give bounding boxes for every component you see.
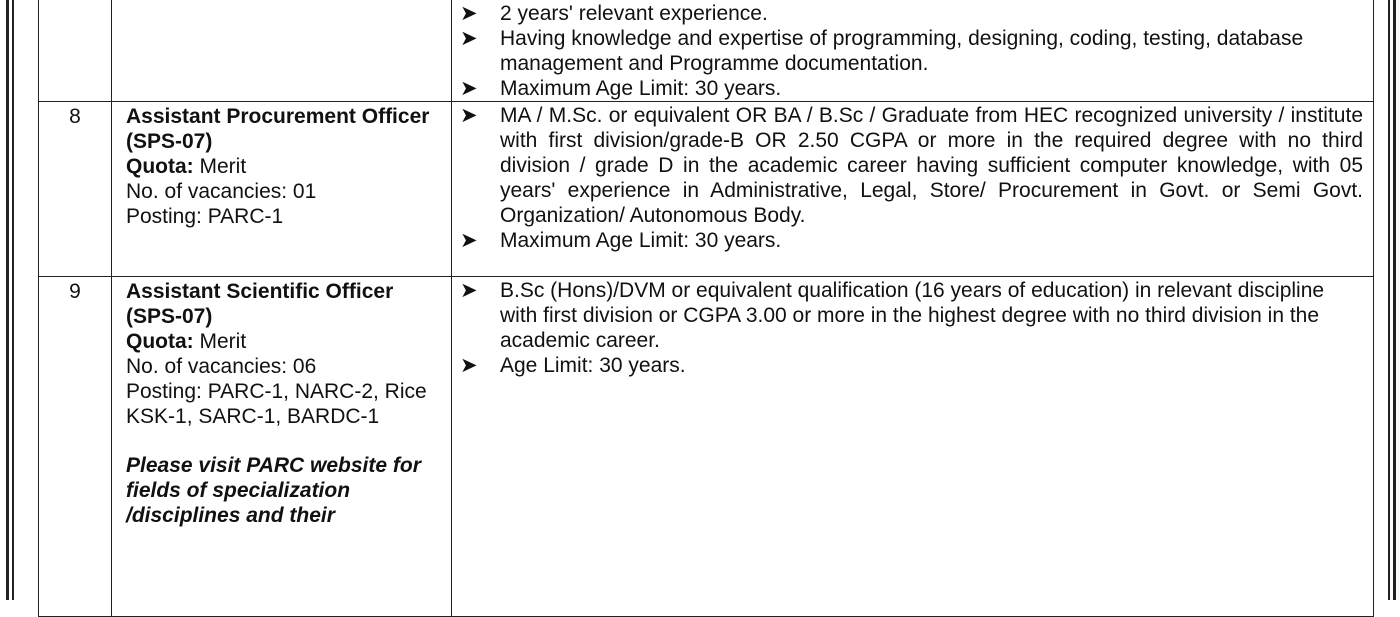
vacancies-table — [38, 0, 1374, 617]
arrowhead-bullet-icon: ➤ — [460, 354, 478, 377]
post-title: Assistant Scientific Officer (SPS-07) — [126, 280, 394, 328]
arrowhead-bullet-icon: ➤ — [460, 27, 478, 50]
vacancies: No. of vacancies: 01 — [126, 180, 317, 203]
quota-line — [126, 329, 433, 354]
list-item: ➤ Maximum Age Limit: 30 years. — [460, 77, 782, 100]
post-title: Assistant Procurement Officer (SPS-07) — [126, 105, 430, 153]
post-cell — [112, 0, 452, 102]
list-item: ➤ MA / M.Sc. or equivalent OR BA / B.Sc / Graduate from HEC recognized university / institute with first division/grade-B OR 2.50 CGPA or more in the required degree with no third division / grade D in the academic career having sufficient computer knowledge, with 05 years' experience in Administrative, Legal, Store/ Procurement in Govt. or Semi Govt. Organization/ Autonomous Body. — [460, 104, 1363, 227]
serial-number: 9 — [69, 280, 81, 303]
list-item: ➤ Having knowledge and expertise of programming, designing, coding, testing, database management and Programme documentation. — [460, 27, 1304, 75]
list-item: ➤ 2 years' relevant experience. — [460, 2, 768, 25]
list-item: ➤ Age Limit: 30 years. — [460, 354, 686, 377]
arrowhead-bullet-icon: ➤ — [460, 77, 478, 100]
arrowhead-bullet-icon: ➤ — [460, 279, 478, 302]
arrowhead-bullet-icon: ➤ — [460, 2, 478, 25]
table-row — [39, 277, 1374, 617]
table-row — [39, 0, 1374, 102]
quota-label: Quota: — [126, 330, 194, 353]
requirements-cell — [452, 277, 1374, 617]
serial-cell — [39, 0, 112, 102]
list-item: ➤ B.Sc (Hons)/DVM or equivalent qualification (16 years of education) in relevant discipline with first division or CGPA 3.00 or more in the highest degree with no third division in the academic career. — [460, 279, 1325, 352]
vacancies: No. of vacancies: 06 — [126, 355, 317, 378]
page-border-right-inner — [1388, 0, 1390, 600]
serial-cell — [39, 102, 112, 277]
page-border-left-inner — [12, 0, 14, 600]
arrowhead-bullet-icon: ➤ — [460, 229, 478, 252]
list-item: ➤ Maximum Age Limit: 30 years. — [460, 229, 782, 252]
quota-line — [126, 154, 451, 179]
post-cell — [112, 102, 452, 277]
posting: Posting: PARC-1 — [126, 205, 284, 228]
post-cell — [112, 277, 452, 617]
quota-label: Quota: — [126, 155, 194, 178]
requirements-cell — [452, 0, 1374, 102]
serial-cell — [39, 277, 112, 617]
page-border-right — [1393, 0, 1396, 600]
page-border-left — [6, 0, 9, 600]
arrowhead-bullet-icon: ➤ — [460, 104, 478, 127]
posting: Posting: PARC-1, NARC-2, Rice KSK-1, SARC-1, BARDC-1 — [126, 380, 427, 428]
quota-value: Merit — [199, 155, 247, 178]
serial-number: 8 — [69, 105, 81, 128]
requirements-cell — [452, 102, 1374, 277]
quota-value: Merit — [199, 330, 247, 353]
specialization-note: Please visit PARC website for fields of specialization /disciplines and their — [126, 454, 421, 527]
table-row — [39, 102, 1374, 277]
